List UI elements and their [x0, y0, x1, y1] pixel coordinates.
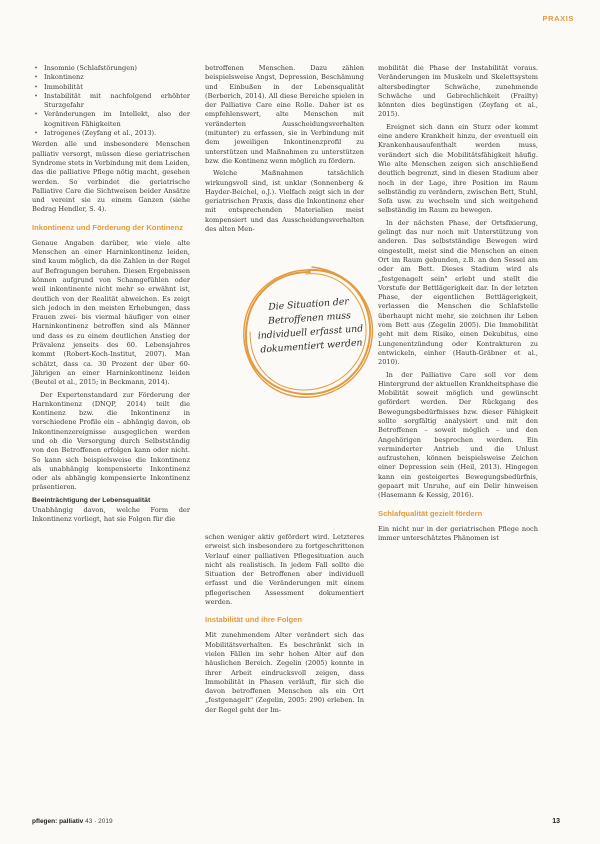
body-paragraph: In der Palliative Care soll vor dem Hintergrund der aktuellen Krankheitsphase die Mobilität soweit möglich und gewünscht gefördert werden. Der Rückgang des Bewegungsbedürfnisses bzw. dieser Fähigkeit sollte sorgfältig analysiert und mit den Betroffenen – soweit möglich – und den Angehörigen besprochen werden. Ein verminderter Antrieb und die Unlust aufzustehen, können beispielsweise Zeichen einer Depression sein (Heil, 2013). Hingegen kann ein gesteigertes Bewegungsbedürfnis, gepaart mit Unruhe, auf ein Delir hinweisen (Hasemann & Kessig, 2016).	[378, 370, 538, 500]
body-paragraph: Werden alle und insbesondere Menschen palliativ versorgt, müssen diese geriatrischen Syndrome stets in Verbindung mit dem Leiden, das die palliative Pflege nötig macht, gesehen werden. So verbindet die geriatrische Palliative Care die Sichtweisen beider Ansätze und vereint sie zu einem Ganzen (siehe Bedrag Hendler, S. 4).	[32, 140, 190, 214]
list-item: • Insomnie (Schlafstörungen)	[44, 64, 190, 73]
body-paragraph: mobilität die Phase der Instabilität voraus. Veränderungen im Muskeln und Skelettsystem altersbedingter Schwäche, zunehmende Schwäche und Gebrechlichkeit (Frailty) könnten dies begünstigen (Zeyfang et al., 2015).	[378, 64, 538, 119]
body-paragraph: betroffenen Menschen. Dazu zählen beispielsweise Angst, Depression, Beschämung und Einbußen in der Lebensqualität (Berberich, 2014). All diese Bereiche spielen in der Palliative Care eine Rolle. Daher ist es empfehlenswert, alte Menschen mit veränderten Ausscheidungsverhalten (mitunter) zu erfassen, sie in Verbindung mit dem jeweiligen Inkontinenzprofil zu unterstützen und Maßnahmen zu unterstützen bzw. die Kontinenz wenn möglich zu fördern.	[205, 64, 364, 165]
column-1	[32, 64, 190, 527]
body-paragraph: Unabhängig davon, welche Form der Inkontinenz vorliegt, hat sie Folgen für die	[32, 505, 190, 524]
body-paragraph: Ereignet sich dann ein Sturz oder kommt eine andere Krankheit hinzu, der eventuell ein Krankenhausaufenthalt werden muss, verändert sich die Mobilitätsfähigkeit häufig. Wie alte Menschen zeigen sich anschließend deutlich begrenzt, sind in diesen Stadium aber noch in der Lage, ihre Position im Raum selbständig zu verändern, zwischen Bett, Stuhl, Sofa usw. zu wechseln und sich weitgehend selbständig im Raum zu bewegen.	[378, 122, 538, 215]
column-2-top	[205, 64, 364, 237]
section-heading: Inkontinenz und Förderung der Kontinenz	[32, 222, 184, 232]
body-paragraph: schen weniger aktiv gefördert wird. Letzteres erweist sich insbesondere zu fortgeschrittenen Verlauf einer palliativen Pflegesituation auch nicht als realistisch. In jedem Fall sollte die Situation der Betroffenen aber individuell erfasst und die Veränderungen mit einem pflegerischen Assessment dokumentiert werden.	[205, 533, 364, 607]
body-paragraph: Welche Maßnahmen tatsächlich wirkungsvoll sind, ist unklar (Sonnenberg & Hayder-Beichel, o.J.). Vielfach zeigt sich in der geriatrischen Praxis, dass die Inkontinenz eher mit entsprechenden Materialien meist kompensiert und das Ausscheidungsverhalten des alten Men-	[205, 169, 364, 234]
body-paragraph: In der nächsten Phase, der Ortsfixierung, gelingt das nur noch mit Unterstützung von anderen. Das selbstständige Bewegen wird eingestellt, meist sind die Menschen an einen Ort im Raum gebunden, z.B. an den Sessel am oder am Bett. Dieses Stadium wird als „festgenagelt sein" erlebt und stellt die Vorstufe der Bettlägerigkeit dar. In der letzten Phase, der eigentlichen Bettlägerigkeit, verlassen die Menschen die Schlafstelle überhaupt nicht mehr, sie zeichnen ihr Leben vom Bett aus (Zegelin 2005). Die Immobilität geht mit dem Risiko, einen Dekubitus, eine Lungenentzündung oder Kontrakturen zu entwickeln, einher (Hauth-Gräbner et al., 2010).	[378, 218, 538, 367]
footer-journal	[32, 818, 113, 825]
journal-name: pflegen: palliativ	[32, 818, 84, 825]
pull-quote-text: Die Situation der Betroffenen muss individuell erfasst und dokumentiert werden	[257, 296, 364, 356]
section-label: PRAXIS	[542, 14, 574, 23]
list-item: • Immobilität	[44, 83, 190, 92]
list-item: • Instabilität mit nachfolgend erhöhter Sturzgefahr	[44, 92, 190, 111]
body-paragraph: Der Expertenstandard zur Förderung der Harnkontinenz (DNQP, 2014) teilt die Kontinenz bzw. die Inkontinenz in verschiedene Profile ein – abhängig davon, ob Inkontinenzereignisse ausgeglichen werden und ob die Versorgung durch Selbstständig von den Betroffenen erfolgen kann oder nicht. So kann sich beispielsweise die Inkontinenz als unabhängig kompensierte Inkontinenz oder als abhängig kompensierte Inkontinenz präsentieren.	[32, 390, 190, 492]
list-item: • Veränderungen im Intellekt, also der kognitiven Fähigkeiten	[44, 110, 190, 129]
column-2-bottom	[205, 533, 364, 718]
body-paragraph: Genaue Angaben darüber, wie viele alte Menschen an einer Harninkontinenz leiden, sind kaum möglich, da die Zahlen in der Regel auf Befragungen beruhen. Diesen Ergebnissen können aufgrund von Schamgefühlen oder weil inkontinente nicht mehr so erwähnt ist, deutlich von der Realität abweichen. Es zeigt sich jedoch in den meisten Erhebungen, dass Frauen zwei- bis viermal häufiger von einer Harninkontinenz betroffen sind als Männer und dass es zu einem deutlichen Anstieg der Prävalenz jenseits des 60. Lebensjahres kommt (Robert-Koch-Institut, 2007). Man schätzt, dass ca. 30 Prozent der über 60-Jährigen an einer Harninkontinenz leiden (Beutel et al., 2015; in Beckmann, 2014).	[32, 238, 190, 387]
column-3	[378, 64, 538, 546]
section-heading: Schlafqualität gezielt fördern	[378, 508, 483, 518]
page-number: 13	[552, 818, 560, 825]
list-item: • Iatrogenes (Zeyfang et al., 2013).	[44, 129, 190, 138]
section-heading: Instabilität und ihre Folgen	[205, 615, 303, 625]
syndrome-list	[32, 64, 190, 138]
body-paragraph: Ein nicht nur in der geriatrischen Pflege noch immer unterschätztes Phänomen ist	[378, 524, 538, 542]
body-paragraph: Mit zunehmendem Alter verändert sich das Mobilitätsverhalten. Es beschränkt sich in vielen Fällen im sehr hohen Alter auf den häuslichen Bereich. Zegelin (2005) konnte in ihrer Arbeit eindrucksvoll zeigen, dass Immobilität in Phasen verläuft, für sich die davon betroffenen Menschen als ein Ort „festgenagelt" (Zegelin, 2005: 290) erleben. In der Regel geht der Im-	[205, 631, 364, 714]
list-item: • Inkontinenz	[44, 73, 190, 82]
issue-number: 43 · 2019	[85, 818, 113, 825]
subheading: Beeinträchtigung der Lebensqualität	[32, 496, 151, 504]
